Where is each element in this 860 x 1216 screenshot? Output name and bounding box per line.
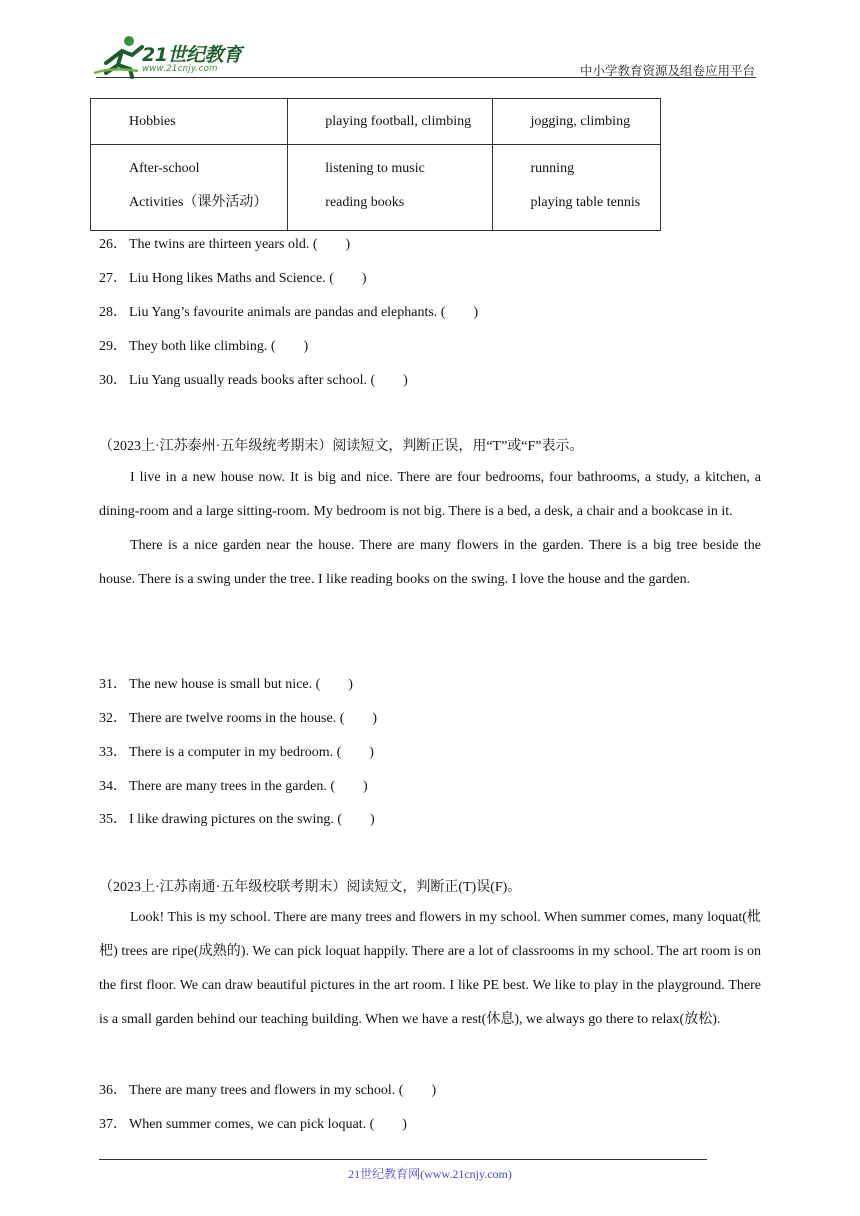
- footer-divider: [99, 1159, 707, 1160]
- table-cell: [288, 99, 492, 145]
- question-text: When summer comes, we can pick loquat. ( ): [129, 1117, 407, 1132]
- question-number: 34．: [99, 779, 127, 794]
- footer-link[interactable]: 21世纪教育网(www.21cnjy.com): [348, 1167, 512, 1181]
- question-number: 26．: [99, 237, 127, 252]
- question-number: 30．: [99, 373, 127, 388]
- table-cell: [288, 145, 492, 231]
- section-title: （2023上·江苏泰州·五年级统考期末）阅读短文，判断正误，用“T”或“F”表示。: [99, 439, 584, 454]
- question-number: 35．: [99, 812, 127, 827]
- cell-value: running: [530, 161, 575, 176]
- row-label: Activities（课外活动）: [129, 195, 268, 210]
- question-33: [99, 741, 374, 761]
- header-divider: [96, 77, 756, 78]
- platform-name: 中小学教育资源及组卷应用平台: [579, 63, 755, 78]
- question-text: There are many trees in the garden. ( ): [129, 779, 368, 794]
- question-number: 28．: [99, 305, 127, 320]
- cell-value: playing table tennis: [530, 195, 641, 210]
- question-35: [99, 808, 375, 828]
- question-text: There is a computer in my bedroom. ( ): [129, 745, 374, 760]
- question-number: 36．: [99, 1083, 127, 1098]
- table-cell: [91, 145, 288, 231]
- question-text: There are many trees and flowers in my school. ( ): [129, 1083, 437, 1098]
- passage-paragraph: Look! This is my school. There are many trees and flowers in my school. When summer comes, many loquat(枇杷) trees are ripe(成熟的). We can pick loquat happily. There are a lot of classrooms in my school. The art room is on the first floor. We can draw beautiful pictures in the art room. I like PE best. We like to play in the playground. There is a small garden behind our teaching building. When we have a rest(休息), we always go there to relax(放松).: [99, 910, 761, 1027]
- question-number: 37．: [99, 1117, 127, 1132]
- question-30: [99, 369, 408, 389]
- question-32: [99, 707, 377, 727]
- question-text: I like drawing pictures on the swing. ( ): [129, 812, 375, 827]
- logo-text: 21世纪教育: [142, 44, 242, 66]
- question-text: The twins are thirteen years old. ( ): [129, 237, 351, 252]
- question-text: They both like climbing. ( ): [129, 339, 309, 354]
- section-title: （2023上·江苏南通·五年级校联考期末）阅读短文，判断正(T)误(F)。: [99, 880, 522, 895]
- question-text: Liu Yang usually reads books after school. ( ): [129, 373, 408, 388]
- logo-url: www.21cnjy.com: [142, 64, 218, 74]
- question-number: 27．: [99, 271, 127, 286]
- question-37: [99, 1113, 407, 1133]
- reading-passage: [99, 461, 761, 597]
- reading-passage: [99, 901, 761, 1037]
- table-cell: [492, 145, 660, 231]
- cell-value: playing football, climbing: [325, 114, 472, 129]
- passage-paragraph: I live in a new house now. It is big and nice. There are four bedrooms, four bathrooms, a study, a kitchen, a dining-room and a large sitting-room. My bedroom is not big. There is a bed, a desk, a chair and a bookcase in it.: [99, 470, 761, 519]
- passage-paragraph: There is a nice garden near the house. There are many flowers in the garden. There is a big tree beside the house. There is a swing under the tree. I like reading books on the swing. I love the house and the garden.: [99, 538, 761, 587]
- cell-value: jogging, climbing: [530, 114, 631, 129]
- cell-value: reading books: [325, 195, 405, 210]
- cell-value: listening to music: [325, 161, 425, 176]
- question-number: 33．: [99, 745, 127, 760]
- table-cell: [91, 99, 288, 145]
- question-text: Liu Hong likes Maths and Science. ( ): [129, 271, 367, 286]
- question-27: [99, 267, 367, 287]
- question-number: 32．: [99, 711, 127, 726]
- question-26: [99, 233, 350, 253]
- row-label: Hobbies: [129, 114, 176, 129]
- question-number: 29．: [99, 339, 127, 354]
- table-row: [91, 145, 661, 231]
- row-label: After-school: [129, 161, 200, 176]
- question-number: 31．: [99, 677, 127, 692]
- question-34: [99, 775, 368, 795]
- question-29: [99, 335, 308, 355]
- question-31: [99, 673, 353, 693]
- question-text: Liu Yang’s favourite animals are pandas and elephants. ( ): [129, 305, 479, 320]
- table-row: [91, 99, 661, 145]
- info-table: [90, 98, 661, 231]
- question-text: There are twelve rooms in the house. ( ): [129, 711, 378, 726]
- question-36: [99, 1079, 436, 1099]
- question-text: The new house is small but nice. ( ): [129, 677, 353, 692]
- question-28: [99, 301, 478, 321]
- table-cell: [492, 99, 660, 145]
